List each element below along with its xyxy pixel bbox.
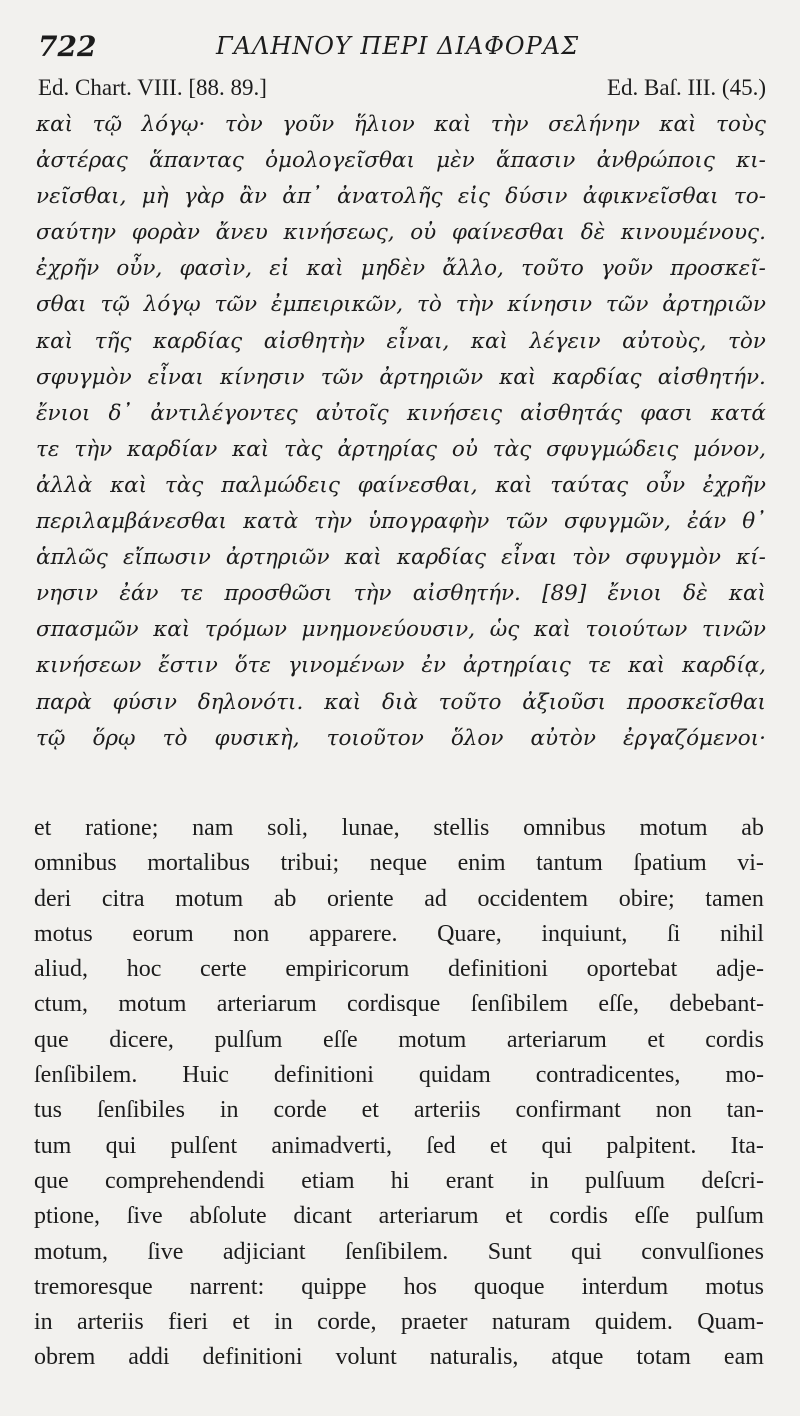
- latin-text-line: in arteriis fieri et in corde, praeter naturam quidem. Quam-: [34, 1309, 764, 1336]
- latin-text-line: motus eorum non apparere. Quare, inquiunt, ſi nihil: [34, 920, 764, 947]
- greek-text-line: σφυγμὸν εἶναι κίνησιν τῶν ἀρτηριῶν καὶ καρδίας αἰσθητήν.: [36, 364, 766, 390]
- edition-references: [38, 75, 766, 105]
- greek-text-line: παρὰ φύσιν δηλονότι. καὶ διὰ τοῦτο ἀξιοῦσι προσκεῖσθαι: [36, 689, 766, 715]
- latin-text-line: deri citra motum ab oriente ad occidentem obire; tamen: [34, 885, 764, 912]
- latin-text-block: [34, 811, 764, 1376]
- greek-text-line: περιλαμβάνεσθαι κατὰ τὴν ὑπογραφὴν τῶν σφυγμῶν, ἐάν θ᾿: [36, 509, 766, 535]
- latin-text-line: ſenſibilem. Huic definitioni quidam contradicentes, mo-: [34, 1062, 764, 1089]
- greek-text-line: σπασμῶν καὶ τρόμων μνημονεύουσιν, ὡς καὶ τοιούτων τινῶν: [36, 617, 766, 643]
- greek-text-line: ἔνιοι δ᾿ ἀντιλέγοντες αὐτοῖς κινήσεις αἰσθητάς φασι κατά: [36, 400, 766, 426]
- latin-text-line: motum, ſive adjiciant ſenſibilem. Sunt qui convulſiones: [34, 1238, 764, 1265]
- latin-text-line: tus ſenſibiles in corde et arteriis confirmant non tan-: [34, 1097, 764, 1124]
- greek-text-line: ἀστέρας ἅπαντας ὁμολογεῖσθαι μὲν ἅπασιν ἀνθρώποις κι-: [36, 148, 766, 174]
- latin-text-line: que comprehendendi etiam hi erant in pulſuum deſcri-: [34, 1167, 764, 1194]
- edition-reference-basel: Ed. Baſ. III. (45.): [606, 75, 766, 100]
- latin-text-line: obrem addi definitioni volunt naturalis, atque totam eam: [34, 1344, 764, 1371]
- greek-text-line: κινήσεων ἔστιν ὅτε γινομένων ἐν ἀρτηρίαις τε καὶ καρδίᾳ,: [36, 653, 766, 679]
- greek-text-line: καὶ τῷ λόγῳ· τὸν γοῦν ἥλιον καὶ τὴν σελήνην καὶ τοὺς: [36, 112, 766, 137]
- edition-reference-chartier: Ed. Chart. VIII. [88. 89.]: [38, 75, 267, 100]
- greek-text-line: ἐχρῆν οὖν, φασὶν, εἰ καὶ μηδὲν ἄλλο, τοῦτο γοῦν προσκεῖ-: [36, 256, 766, 282]
- latin-text-line: ctum, motum arteriarum cordisque ſenſibilem eſſe, debebant-: [34, 991, 764, 1018]
- latin-text-line: que dicere, pulſum eſſe motum arteriarum et cordis: [34, 1026, 764, 1053]
- greek-text-line: τε τὴν καρδίαν καὶ τὰς ἀρτηρίας οὐ τὰς σφυγμώδεις μόνον,: [36, 436, 766, 462]
- latin-text-line: tremoresque narrent: quippe hos quoque interdum motus: [34, 1273, 764, 1300]
- greek-text-line: καὶ τῆς καρδίας αἰσθητὴν εἶναι, καὶ λέγειν αὐτοὺς, τὸν: [36, 328, 766, 354]
- greek-text-line: τῷ ὅρῳ τὸ φυσικὴ, τοιοῦτον ὅλον αὐτὸν ἐργαζόμενοι·: [36, 725, 766, 751]
- greek-text-line: σθαι τῷ λόγῳ τῶν ἐμπειρικῶν, τὸ τὴν κίνησιν τῶν ἀρτηριῶν: [36, 292, 766, 318]
- greek-text-line: νησιν ἐάν τε προσθῶσι τὴν αἰσθητήν. [89] ἔνιοι δὲ καὶ: [36, 581, 766, 607]
- greek-text-line: σαύτην φορὰν ἄνευ κινήσεως, οὐ φαίνεσθαι δὲ κινουμένους.: [36, 220, 766, 246]
- running-title: ΓΑΛΗΝΟΥ ΠΕΡΙ ΔΙΑΦΟΡΑΣ: [216, 32, 580, 60]
- latin-text-line: aliud, hoc certe empiricorum definitioni oportebat adje-: [34, 956, 764, 983]
- page-number: 722: [38, 30, 97, 63]
- greek-text-block: [36, 107, 766, 757]
- latin-text-line: tum qui pulſent animadverti, ſed et qui palpitent. Ita-: [34, 1132, 764, 1159]
- latin-text-line: ptione, ſive abſolute dicant arteriarum et cordis eſſe pulſum: [34, 1203, 764, 1230]
- latin-text-line: et ratione; nam soli, lunae, stellis omnibus motum ab: [34, 815, 764, 841]
- greek-text-line: ἁπλῶς εἴπωσιν ἀρτηριῶν καὶ καρδίας εἶναι τὸν σφυγμὸν κί-: [36, 545, 766, 571]
- greek-text-line: ἀλλὰ καὶ τὰς παλμώδεις φαίνεσθαι, καὶ ταύτας οὖν ἐχρῆν: [36, 472, 766, 498]
- latin-text-line: omnibus mortalibus tribui; neque enim tantum ſpatium vi-: [34, 850, 764, 877]
- page-header: [38, 30, 778, 64]
- greek-text-line: νεῖσθαι, μὴ γὰρ ἂν ἀπ᾿ ἀνατολῆς εἰς δύσιν ἀφικνεῖσθαι το-: [36, 184, 766, 210]
